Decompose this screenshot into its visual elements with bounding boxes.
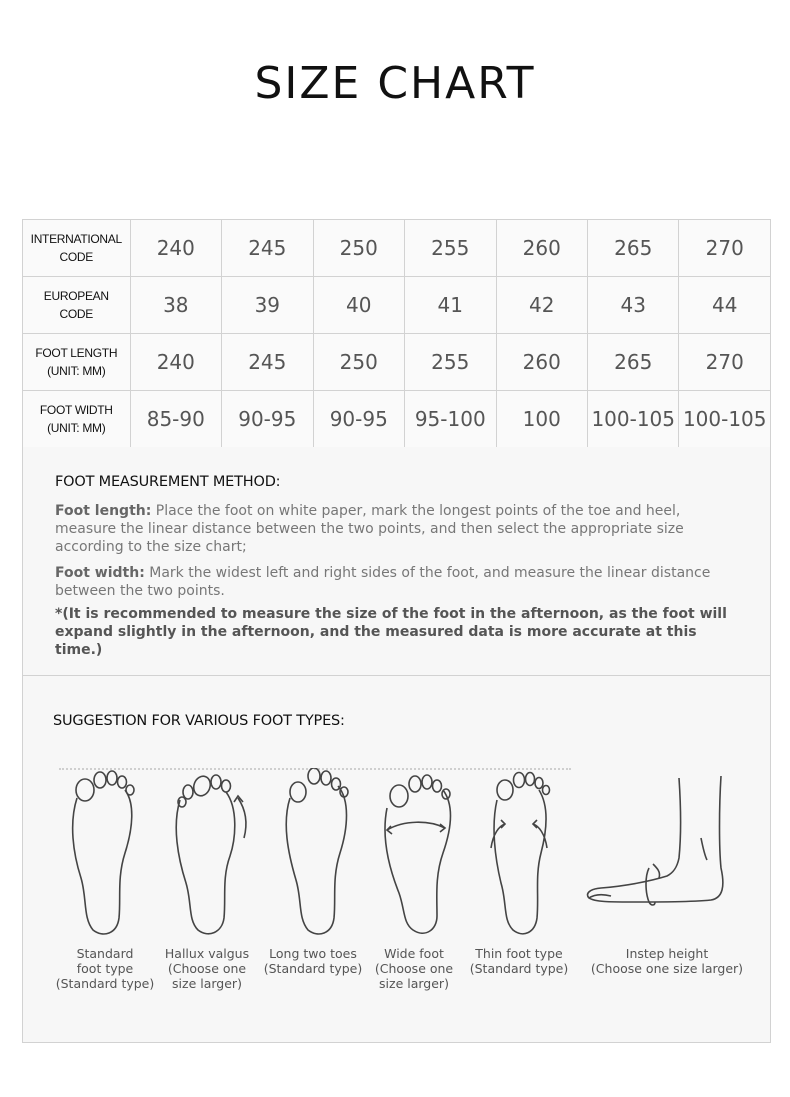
caption-line: Standard: [76, 946, 134, 961]
caption-line: size larger): [172, 976, 242, 991]
table-cell: 240: [130, 220, 221, 277]
foot-type-caption: [467, 946, 571, 976]
table-cell: 270: [679, 220, 771, 277]
table-cell: 44: [679, 277, 771, 334]
table-cell: 240: [130, 334, 221, 391]
row-header-line: CODE: [59, 250, 94, 264]
foot-length-text: Place the foot on white paper, mark the longest points of the toe and heel, measure the linear distance between the two points, and then select the appropriate size according to the size chart;: [55, 503, 684, 555]
table-cell: 245: [222, 220, 313, 277]
measurement-section: [22, 447, 771, 676]
table-cell: 85-90: [130, 391, 221, 448]
table-cell: 100-105: [679, 391, 771, 448]
foot-width-text: Mark the widest left and right sides of the foot, and measure the linear distance between the two points.: [55, 565, 711, 599]
table-cell: 40: [313, 277, 404, 334]
row-header-line: (UNIT: MM): [47, 364, 106, 378]
table-row: [23, 277, 771, 334]
table-cell: 265: [587, 220, 678, 277]
row-header-line: FOOT LENGTH: [35, 346, 118, 360]
table-cell: 100: [496, 391, 587, 448]
foot-length-paragraph: [55, 502, 735, 556]
table-row: [23, 220, 771, 277]
caption-line: foot type: [76, 961, 134, 976]
row-header-line: (UNIT: MM): [47, 421, 106, 435]
row-header: [23, 334, 131, 391]
page-title: SIZE CHART: [254, 58, 536, 109]
caption-line: (Choose one: [374, 961, 454, 976]
table-cell: 245: [222, 334, 313, 391]
table-row: [23, 334, 771, 391]
row-header-line: INTERNATIONAL: [30, 232, 122, 246]
row-header-line: CODE: [59, 307, 94, 321]
table-cell: 260: [496, 220, 587, 277]
table-cell: 100-105: [587, 391, 678, 448]
instep-height-foot-icon: [581, 768, 751, 938]
table-cell: 250: [313, 220, 404, 277]
foot-type-caption: [587, 946, 747, 976]
table-cell: 43: [587, 277, 678, 334]
suggestion-title: SUGGESTION FOR VARIOUS FOOT TYPES:: [53, 713, 345, 729]
foot-type-caption: [53, 946, 157, 991]
foot-type-caption: [263, 946, 363, 976]
table-cell: 42: [496, 277, 587, 334]
row-header-line: FOOT WIDTH: [39, 403, 113, 417]
table-cell: 38: [130, 277, 221, 334]
table-cell: 95-100: [405, 391, 496, 448]
foot-width-paragraph: [55, 564, 735, 600]
table-cell: 250: [313, 334, 404, 391]
row-header: [23, 391, 131, 448]
caption-line: Instep height: [625, 946, 709, 961]
suggestion-section: [22, 675, 771, 1043]
long-two-toes-foot-icon: [278, 768, 358, 938]
caption-line: (Choose one size larger): [590, 961, 744, 976]
row-header-line: EUROPEAN: [43, 289, 109, 303]
caption-line: (Standard type): [55, 976, 155, 991]
caption-line: Long two toes: [269, 946, 357, 961]
measurement-note: *(It is recommended to measure the size of the foot in the afternoon, as the foot will expand slightly in the afternoon, and the measured data is more accurate at this time.): [55, 606, 727, 658]
hallux-valgus-foot-icon: [168, 768, 258, 938]
foot-type-caption: [371, 946, 457, 991]
standard-foot-icon: [63, 768, 143, 938]
table-cell: 90-95: [222, 391, 313, 448]
row-header: [23, 220, 131, 277]
table-cell: 265: [587, 334, 678, 391]
caption-line: (Standard type): [469, 961, 569, 976]
foot-width-label: Foot width:: [55, 565, 145, 581]
caption-line: Thin foot type: [475, 946, 563, 961]
table-row: [23, 391, 771, 448]
foot-type-caption: [159, 946, 255, 991]
table-cell: 90-95: [313, 391, 404, 448]
thin-foot-icon: [481, 768, 561, 938]
wide-foot-icon: [379, 768, 459, 938]
caption-line: Wide foot: [384, 946, 444, 961]
foot-length-label: Foot length:: [55, 503, 152, 519]
row-header: [23, 277, 131, 334]
measurement-title: FOOT MEASUREMENT METHOD:: [55, 474, 281, 490]
table-cell: 255: [405, 220, 496, 277]
table-cell: 41: [405, 277, 496, 334]
caption-line: Hallux valgus: [164, 946, 250, 961]
table-cell: 255: [405, 334, 496, 391]
table-cell: 270: [679, 334, 771, 391]
size-chart-table: [22, 219, 771, 448]
caption-line: (Choose one: [167, 961, 247, 976]
caption-line: size larger): [379, 976, 449, 991]
table-cell: 260: [496, 334, 587, 391]
table-cell: 39: [222, 277, 313, 334]
caption-line: (Standard type): [263, 961, 363, 976]
